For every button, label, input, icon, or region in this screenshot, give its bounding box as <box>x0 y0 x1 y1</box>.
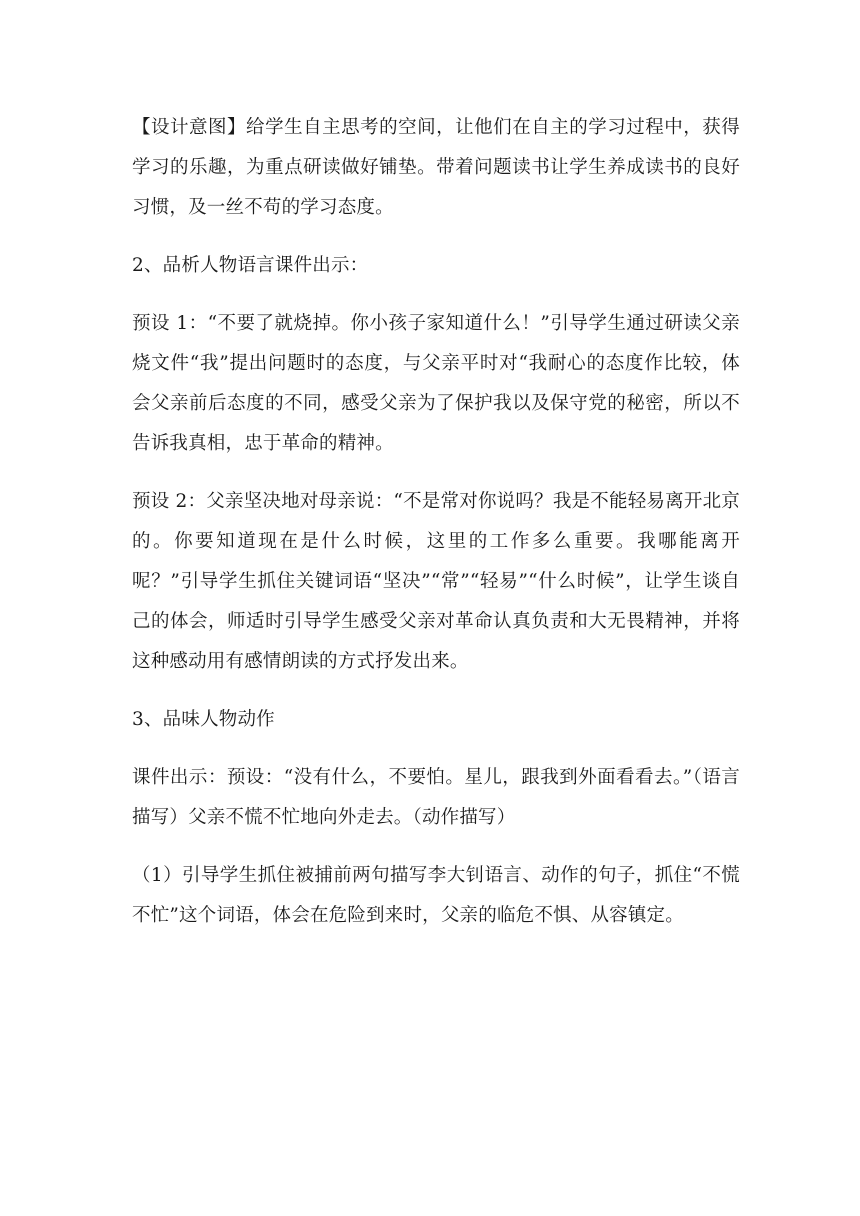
heading-section-2: 2、品析人物语言课件出示： <box>132 255 369 276</box>
paragraph-design-intent: 【设计意图】给学生自主思考的空间，让他们在自主的学习过程中，获得学习的乐趣，为重点研读做好铺垫。带着问题读书让学生养成读书的良好习惯，及一丝不苟的学习态度。 <box>132 117 740 218</box>
paragraph-preset-1: 预设 1：“不要了就烧掉。你小孩子家知道什么！”引导学生通过研读父亲烧文件“我”提出问题时的态度，与父亲平时对“我耐心的态度作比较，体会父亲前后态度的不同，感受父亲为了保护我以及保守党的秘密，所以不告诉我真相，忠于革命的精神。 <box>132 313 740 454</box>
paragraph-point-1: （1）引导学生抓住被捕前两句描写李大钊语言、动作的句子，抓住“不慌不忙”这个词语，体会在危险到来时，父亲的临危不惧、从容镇定。 <box>132 865 740 926</box>
paragraph-courseware: 课件出示：预设：“没有什么，不要怕。星儿，跟我到外面看看去。”（语言描写）父亲不慌不忙地向外走去。（动作描写） <box>132 767 740 828</box>
heading-section-3: 3、品味人物动作 <box>132 709 275 730</box>
paragraph-preset-2: 预设 2：父亲坚决地对母亲说：“不是常对你说吗？我是不能轻易离开北京的。你要知道现在是什么时候，这里的工作多么重要。我哪能离开呢？”引导学生抓住关键词语“坚决”“常”“轻易”“什么时候”，让学生谈自己的体会，师适时引导学生感受父亲对革命认真负责和大无畏精神，并将这种感动用有感情朗读的方式抒发出来。 <box>132 491 740 672</box>
document-body <box>132 108 740 954</box>
